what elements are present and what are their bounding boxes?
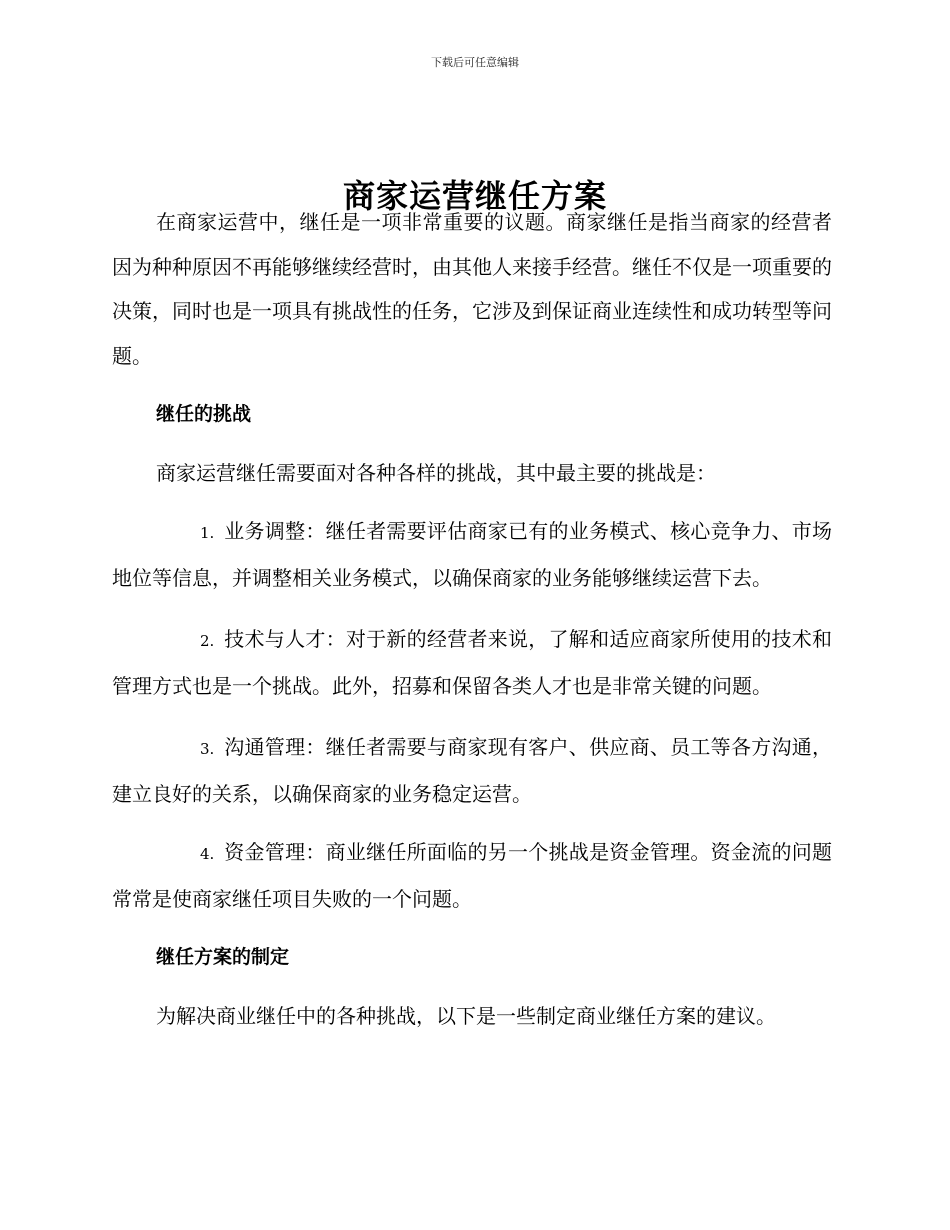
list-item-3 bbox=[112, 725, 832, 816]
list-number: 3. bbox=[200, 740, 215, 758]
list-number: 1. bbox=[200, 524, 215, 542]
list-item-2 bbox=[112, 617, 832, 708]
list-item-text: 资金管理：商业继任所面临的另一个挑战是资金管理。资金流的问题常常是使商家继任项目失败的一个问题。 bbox=[112, 840, 832, 911]
intro-paragraph: 在商家运营中，继任是一项非常重要的议题。商家继任是指当商家的经营者因为种种原因不再能够继续经营时，由其他人来接手经营。继任不仅是一项重要的决策，同时也是一项具有挑战性的任务，它涉及到保证商业连续性和成功转型等问题。 bbox=[112, 210, 832, 368]
list-item-4 bbox=[112, 830, 832, 921]
list-item-text: 技术与人才：对于新的经营者来说，了解和适应商家所使用的技术和管理方式也是一个挑战。此外，招募和保留各类人才也是非常关键的问题。 bbox=[112, 627, 832, 698]
page-header-note: 下载后可任意编辑 bbox=[431, 56, 519, 69]
document-body bbox=[112, 200, 832, 1038]
section-heading-challenges: 继任的挑战 bbox=[156, 403, 252, 425]
list-number: 2. bbox=[200, 632, 215, 650]
plan-lead-paragraph: 为解决商业继任中的各种挑战，以下是一些制定商业继任方案的建议。 bbox=[156, 1003, 776, 1028]
section-heading-plan: 继任方案的制定 bbox=[156, 946, 290, 968]
list-item-text: 沟通管理：继任者需要与商家现有客户、供应商、员工等各方沟通，建立良好的关系，以确保商家的业务稳定运营。 bbox=[112, 735, 832, 806]
list-item-1 bbox=[112, 509, 832, 600]
document-title: 商家运营继任方案 bbox=[342, 177, 607, 216]
list-item-text: 业务调整：继任者需要评估商家已有的业务模式、核心竞争力、市场地位等信息，并调整相关业务模式，以确保商家的业务能够继续运营下去。 bbox=[112, 519, 832, 590]
list-number: 4. bbox=[200, 845, 215, 863]
challenges-lead-paragraph: 商家运营继任需要面对各种各样的挑战，其中最主要的挑战是： bbox=[156, 460, 716, 485]
